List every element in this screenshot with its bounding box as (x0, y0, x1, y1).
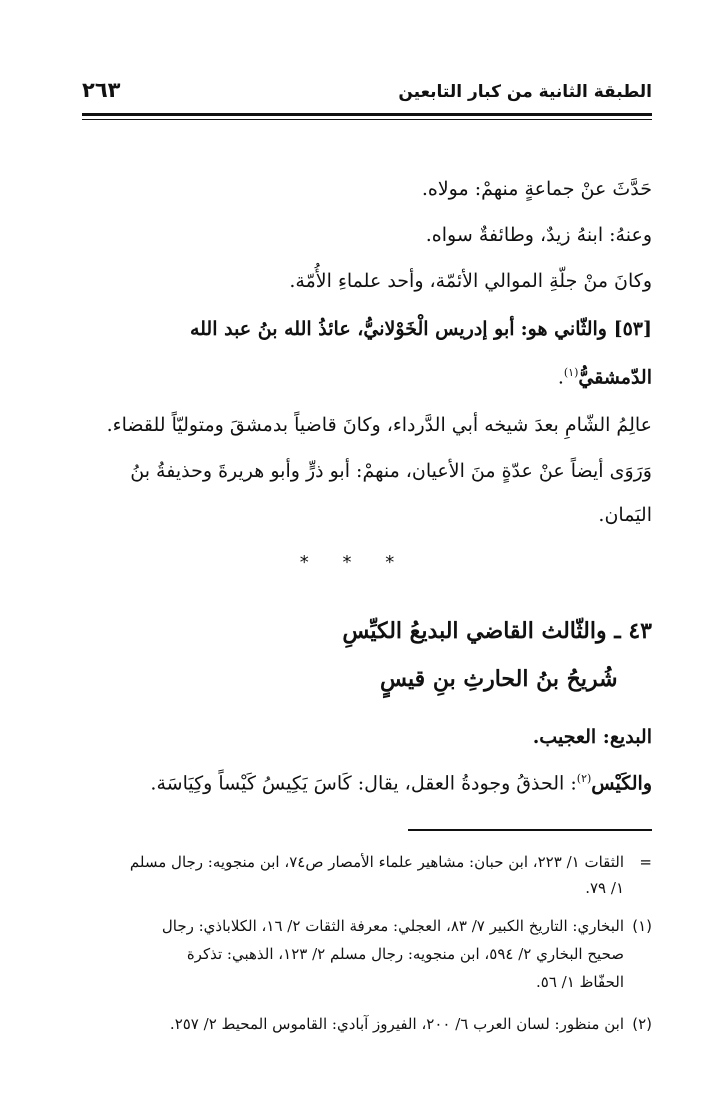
footnote-cont-line-1: الثقات ١/ ٢٢٣، ابن حبان: مشاهير علماء الأمصار ص٧٤، ابن منجويه: رجال مسلم (129, 853, 624, 871)
paragraph-2: وعنهُ: ابنهُ زيدٌ، وطائفةٌ سواه. (425, 224, 652, 246)
running-header (82, 78, 652, 110)
running-title: الطبقة الثانية من كبار التابعين (398, 82, 652, 102)
paragraph-4: عالِمُ الشّامِ بعدَ شيخه أبي الدَّرداء، وكانَ قاضياً بدمشقَ ومتوليّاً للقضاء. (106, 414, 652, 436)
footnote-cont-marker: = (639, 853, 652, 871)
definition-2-word: والكَيْس (591, 772, 652, 795)
header-rule-thin (82, 119, 652, 120)
section-separator: * * * (299, 552, 409, 573)
footnote-2-line-1: ابن منظور: لسان العرب ٦/ ٢٠٠، الفيروز آبادي: القاموس المحيط ٢/ ٢٥٧. (169, 1015, 624, 1033)
definition-2-rest: : الحذقُ وجودةُ العقل، يقال: كَاسَ يَكِيسُ كَيْساً وكِيَاسَة. (150, 772, 577, 795)
entry-43-name: شُريحُ بنُ الحارثِ بنِ قيسٍ (380, 666, 618, 692)
entry-53-line-2 (558, 360, 652, 390)
footnote-ref-1: (١) (563, 366, 579, 379)
footnote-1-marker: (١) (632, 917, 652, 935)
entry-53-number: [٥٣] والثّاني هو: (520, 318, 652, 340)
paragraph-3: وكانَ منْ جلّةِ الموالي الأئمّة، وأحد علماءِ الأُمّة. (289, 270, 652, 292)
paragraph-1: حَدَّثَ عنْ جماعةٍ منهمْ: مولاه. (421, 178, 652, 200)
footnote-1-line-1: البخاري: التاريخ الكبير ٧/ ٨٣، العجلي: معرفة الثقات ٢/ ١٦، الكلاباذي: رجال (161, 917, 624, 935)
page-number: ٢٦٣ (82, 78, 121, 102)
entry-53-line (82, 316, 652, 342)
paragraph-5-cont: اليَمان. (598, 504, 652, 526)
footnote-2-marker: (٢) (632, 1015, 652, 1033)
footnote-2 (82, 1012, 652, 1036)
entry-53-tail: . (557, 366, 564, 389)
definition-2 (150, 766, 652, 796)
footnote-ref-2: (٢) (576, 772, 592, 785)
footnote-separator (408, 829, 652, 831)
entry-53-name: أبو إدريس الْخَوْلانيُّ، عائذُ الله بنُ عبد الله (189, 318, 515, 340)
definition-1: البديع: العجيب. (532, 726, 652, 748)
footnote-continued (82, 850, 652, 874)
header-rule-thick (82, 113, 652, 116)
footnote-1 (82, 914, 652, 938)
entry-53-name-cont: الدّمشقيُّ (578, 366, 652, 389)
footnote-1-line-3: الحفّاظ ١/ ٥٦. (535, 973, 624, 991)
entry-43-heading: ٤٣ ـ والثّالث القاضي البديعُ الكيِّسِ (342, 618, 652, 644)
footnote-1-line-2: صحيح البخاري ٢/ ٥٩٤، ابن منجويه: رجال مسلم ٢/ ١٢٣، الذهبي: تذكرة (186, 945, 624, 963)
paragraph-5: وَرَوَى أيضاً عنْ عدّةٍ منَ الأعيان، منهمْ: أبو ذرٍّ وأبو هريرةَ وحذيفةُ بنُ (130, 460, 652, 482)
footnote-cont-line-2: ١/ ٧٩. (585, 879, 624, 897)
